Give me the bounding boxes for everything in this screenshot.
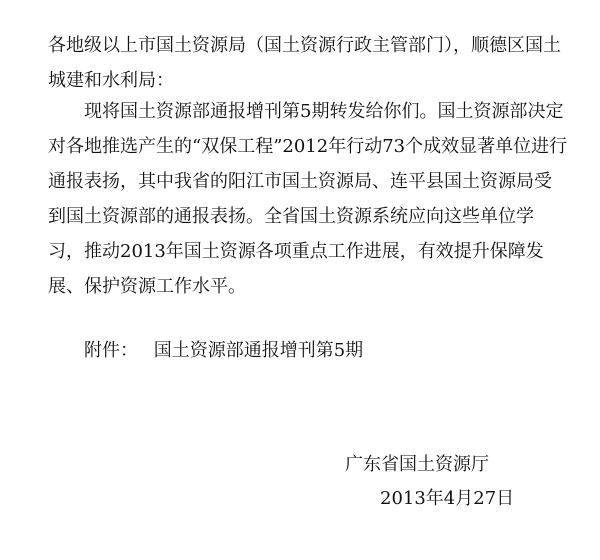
- body-paragraph: 现将国土资源部通报增刊第5期转发给你们。国土资源部决定对各地推选产生的“双保工程”2012年行动73个成效显著单位进行通报表扬，其中我省的阳江市国土资源局、连平县国土资源局受到国土资源部的通报表扬。全省国土资源系统应向这些单位学习，推动2013年国土资源各项重点工作进展，有效提升保障发展、保护资源工作水平。: [48, 101, 568, 297]
- attachment-line: [84, 336, 363, 366]
- issuer-signature: 广东省国土资源厅: [345, 454, 489, 475]
- attachment-label: 附件：: [84, 340, 138, 361]
- issue-date: 2013年4月27日: [380, 488, 515, 509]
- attachment-title: 国土资源部通报增刊第5期: [153, 340, 364, 361]
- salutation-text: 各地级以上市国土资源局（国土资源行政主管部门），顺德区国土城建和水利局：: [48, 35, 561, 91]
